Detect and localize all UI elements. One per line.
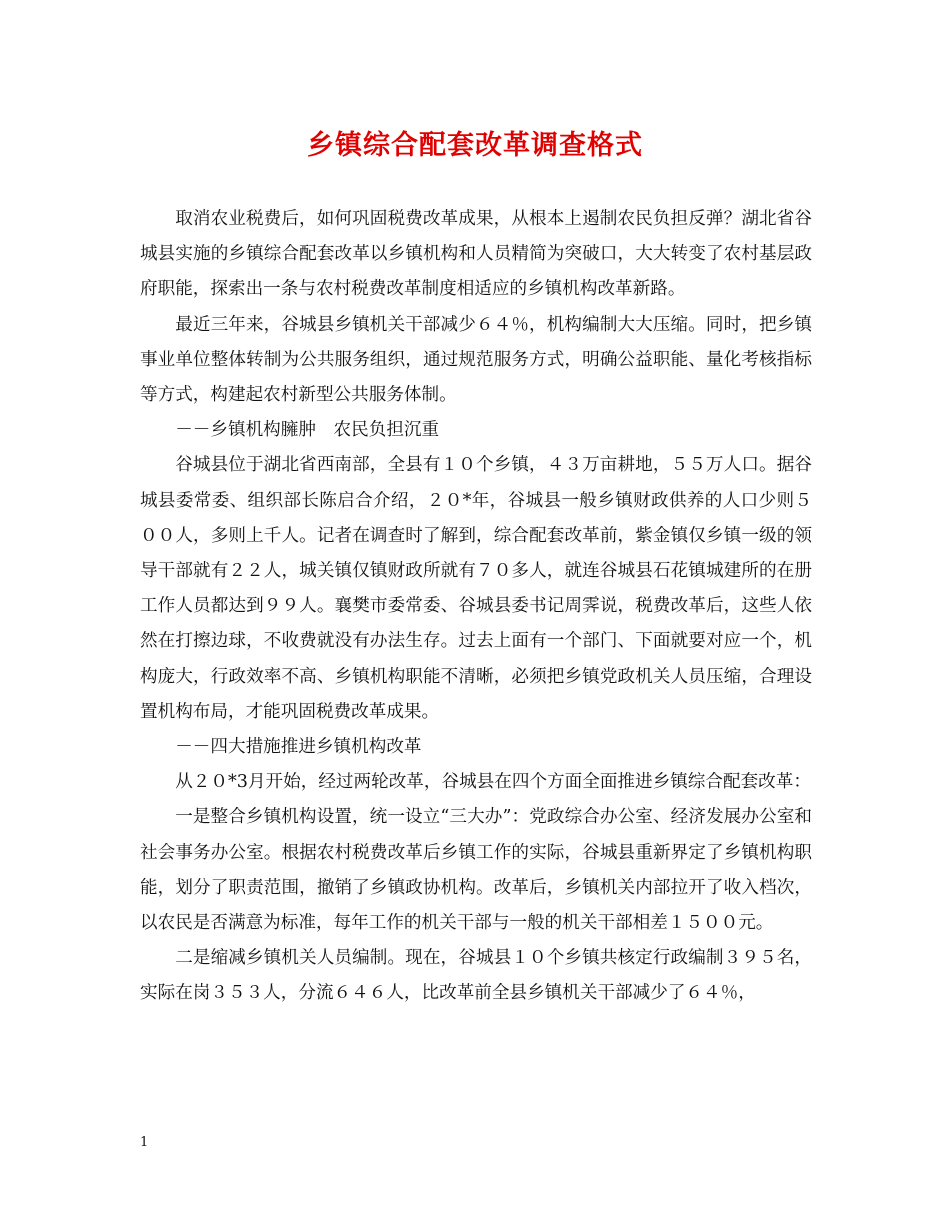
paragraph: 取消农业税费后，如何巩固税费改革成果，从根本上遏制农民负担反弹？湖北省谷城县实施的乡镇综合配套改革以乡镇机构和人员精简为突破口，大大转变了农村基层政府职能，探索出一条与农村税费改革制度相适应的乡镇机构改革新路。 — [140, 209, 812, 300]
section-heading: －－四大措施推进乡镇机构改革 — [175, 737, 422, 758]
document-title: 乡镇综合配套改革调查格式 — [307, 130, 643, 161]
paragraph: 从２０*3月开始，经过两轮改革，谷城县在四个方面全面推进乡镇综合配套改革： — [175, 772, 811, 793]
section-heading: －－乡镇机构臃肿 农民负担沉重 — [175, 420, 440, 441]
page-number: 1 — [140, 1135, 149, 1150]
paragraph: 谷城县位于湖北省西南部，全县有１０个乡镇，４３万亩耕地，５５万人口。据谷城县委常委、组织部长陈启合介绍，２０*年，谷城县一般乡镇财政供养的人口少则５００人，多则上千人。记者在调查时了解到，综合配套改革前，紫金镇仅乡镇一级的领导干部就有２２人，城关镇仅镇财政所就有７０多人，就连谷城县石花镇城建所的在册工作人员都达到９９人。襄樊市委常委、谷城县委书记周霁说，税费改革后，这些人依然在打擦边球，不收费就没有办法生存。过去上面有一个部门、下面就要对应一个，机构庞大，行政效率不高、乡镇机构职能不清晰，必须把乡镇党政机关人员压缩，合理设置机构布局，才能巩固税费改革成果。 — [140, 455, 812, 722]
paragraph: 一是整合乡镇机构设置，统一设立“三大办”：党政综合办公室、经济发展办公室和社会事务办公室。根据农村税费改革后乡镇工作的实际，谷城县重新界定了乡镇机构职能，划分了职责范围，撤销了乡镇政协机构。改革后，乡镇机关内部拉开了收入档次，以农民是否满意为标准，每年工作的机关干部与一般的机关干部相差１５００元。 — [140, 807, 812, 934]
paragraph: 二是缩减乡镇机关人员编制。现在，谷城县１０个乡镇共核定行政编制３９５名，实际在岗３５３人，分流６４６人，比改革前全县乡镇机关干部减少了６４％， — [140, 948, 812, 1004]
document-body — [140, 202, 812, 1012]
paragraph: 最近三年来，谷城县乡镇机关干部减少６４％，机构编制大大压缩。同时，把乡镇事业单位整体转制为公共服务组织，通过规范服务方式，明确公益职能、量化考核指标等方式，构建起农村新型公共服务体制。 — [140, 314, 812, 406]
